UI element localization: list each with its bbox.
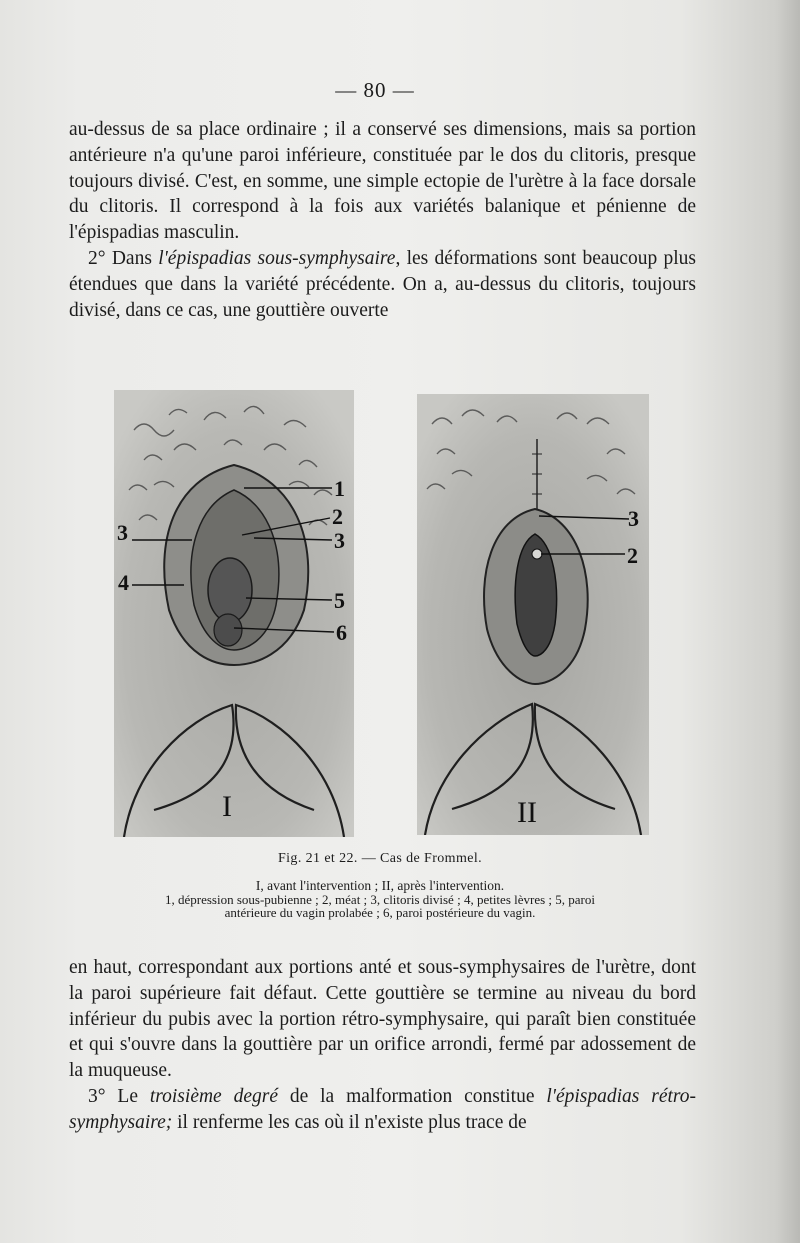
paragraph: en haut, correspondant aux portions anté et sous-symphysaires de l'urètre, dont la paroi supérieure fait défaut. Cette gouttière se termine au niveau du bord inférieur du pubis avec la portion rétro-symphysaire, qui paraît bien constituée et qui s'ouvre dans la gouttière par un orifice arrondi, fermé par adossement de la muqueuse. — [69, 957, 696, 1082]
paragraph-lead: 3° Le — [88, 1085, 150, 1107]
paragraph-text: de la malformation constitue — [277, 1085, 547, 1107]
paragraph: au-dessus de sa place ordinaire ; il a conservé ses dimensions, mais sa portion antérieure n'a qu'une paroi inférieure, constituée par le dos du clitoris, presque toujours divisé. C'est, en somme, une simple ectopie de l'urètre à la face dorsale du clitoris. Il correspond à la fois aux variétés balanique et pénienne de l'épispadias masculin. — [69, 119, 696, 244]
figure-roman-numeral: I — [222, 790, 232, 823]
figure-label: 2 — [627, 543, 638, 568]
figure-label: 2 — [332, 504, 343, 529]
figure-label: 3 — [334, 528, 345, 553]
figure-label: 5 — [334, 588, 345, 613]
figure-label: 6 — [336, 620, 347, 645]
body-text-top — [69, 117, 696, 323]
paragraph-rest: il renferme les cas où il n'existe plus trace de — [172, 1111, 527, 1133]
paragraph — [69, 246, 696, 323]
figure-label: 3 — [117, 520, 128, 545]
italic-term: troisième degré — [149, 1085, 278, 1107]
figure-caption-line: 1, dépression sous-pubienne ; 2, méat ; 3, clitoris divisé ; 4, petites lèvres ; 5, paroi — [164, 892, 595, 907]
body-text-bottom — [69, 955, 696, 1136]
figure-label: 4 — [118, 570, 129, 595]
figure-21-illustration — [114, 390, 354, 837]
figure-label: 3 — [628, 506, 639, 531]
paragraph-lead: 2° Dans — [88, 247, 159, 269]
figure-label: 1 — [334, 476, 345, 501]
figure-roman-numeral: II — [517, 796, 537, 829]
paragraph — [69, 1084, 696, 1136]
italic-term: l'épispadias sous-symphysaire — [158, 247, 396, 269]
paragraph-rest: , les déformations sont beaucoup plus étendues que dans la variété précédente. On a, au-dessus du clitoris, toujours divisé, dans ce cas, une gouttière ouverte — [69, 247, 697, 321]
italic-term: l'épispadias rétro-symphysaire; — [69, 1085, 697, 1133]
figure-caption-title: Fig. 21 et 22. — Cas de Frommel. — [277, 851, 483, 866]
figure-caption-line: antérieure du vagin prolabée ; 6, paroi postérieure du vagin. — [224, 905, 536, 920]
page-number: — 80 — — [335, 78, 415, 102]
figure-caption-line: I, avant l'intervention ; II, après l'intervention. — [255, 878, 505, 893]
figure-22-illustration — [417, 394, 649, 835]
